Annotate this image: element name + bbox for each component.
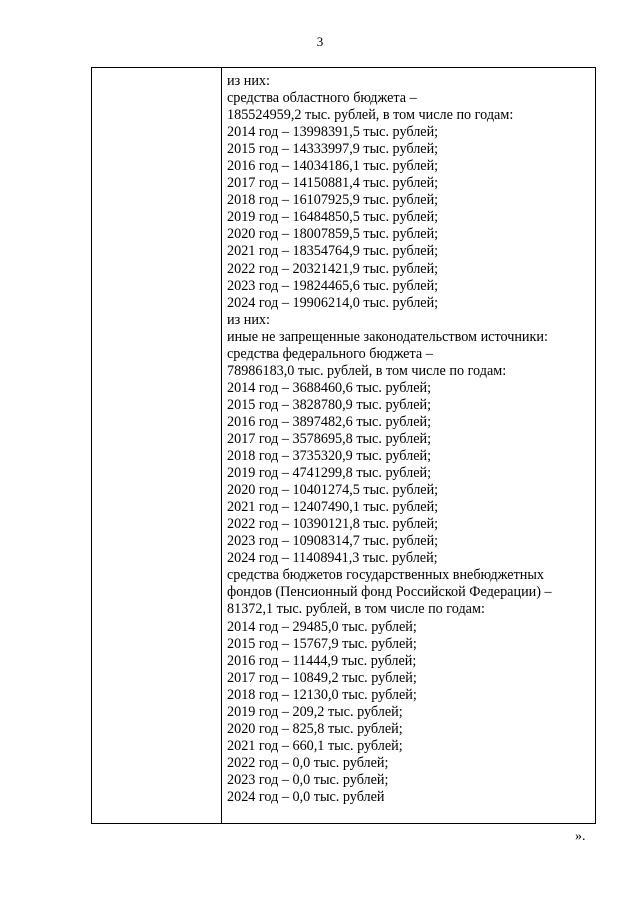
text-line: 2014 год – 29485,0 тыс. рублей;	[227, 618, 417, 635]
text-line: 2022 год – 0,0 тыс. рублей;	[227, 754, 389, 771]
text-line: 2022 год – 20321421,9 тыс. рублей;	[227, 260, 439, 277]
text-line: 2024 год – 19906214,0 тыс. рублей;	[227, 294, 439, 311]
text-line: 2015 год – 15767,9 тыс. рублей;	[227, 635, 417, 652]
text-line: 2017 год – 3578695,8 тыс. рублей;	[227, 430, 432, 447]
text-line: из них:	[227, 73, 270, 89]
text-line: 2022 год – 10390121,8 тыс. рублей;	[227, 516, 439, 533]
text-line: 2018 год – 3735320,9 тыс. рублей;	[227, 448, 432, 465]
text-line: 2021 год – 12407490,1 тыс. рублей;	[227, 499, 439, 516]
text-line: средства бюджетов государственных внебюджетных	[227, 567, 544, 584]
text-line: 2019 год – 209,2 тыс. рублей;	[227, 703, 403, 720]
text-line: 2023 год – 19824465,6 тыс. рублей;	[227, 277, 439, 294]
text-line: фондов (Пенсионный фонд Российской Федерации) –	[227, 584, 552, 601]
text-line: 2020 год – 825,8 тыс. рублей;	[227, 720, 403, 737]
text-line: 2020 год – 18007859,5 тыс. рублей;	[227, 226, 439, 243]
text-line: 2014 год – 3688460,6 тыс. рублей;	[227, 379, 432, 396]
text-line: средства областного бюджета –	[227, 90, 417, 107]
text-line: 2020 год – 10401274,5 тыс. рублей;	[227, 482, 439, 499]
text-line: 78986183,0 тыс. рублей, в том числе по годам:	[227, 362, 507, 379]
text-line: из них:	[227, 311, 270, 328]
text-line: 2016 год – 3897482,6 тыс. рублей;	[227, 413, 432, 430]
text-line: иные не запрещенные законодательством источники:	[227, 328, 548, 345]
text-line: 2016 год – 14034186,1 тыс. рублей;	[227, 158, 439, 175]
text-line: 2018 год – 12130,0 тыс. рублей;	[227, 686, 417, 703]
funding-table	[91, 67, 596, 824]
text-line: 185524959,2 тыс. рублей, в том числе по годам:	[227, 107, 514, 124]
text-line: 2021 год – 18354764,9 тыс. рублей;	[227, 243, 439, 260]
text-line: 2023 год – 0,0 тыс. рублей;	[227, 771, 389, 788]
text-line: 2024 год – 11408941,3 тыс. рублей;	[227, 550, 438, 567]
closing-quote-mark: ».	[575, 829, 586, 844]
text-line: 2016 год – 11444,9 тыс. рублей;	[227, 652, 417, 669]
text-line: 2021 год – 660,1 тыс. рублей;	[227, 737, 403, 754]
text-line: 81372,1 тыс. рублей, в том числе по годам:	[227, 601, 485, 618]
text-line: 2015 год – 14333997,9 тыс. рублей;	[227, 141, 439, 158]
text-line: 2019 год – 4741299,8 тыс. рублей;	[227, 465, 432, 482]
text-line: 2014 год – 13998391,5 тыс. рублей;	[227, 124, 439, 141]
text-line: 2024 год – 0,0 тыс. рублей	[227, 788, 385, 805]
text-line: 2023 год – 10908314,7 тыс. рублей;	[227, 533, 439, 550]
text-line: 2015 год – 3828780,9 тыс. рублей;	[227, 396, 432, 413]
text-line: 2017 год – 10849,2 тыс. рублей;	[227, 669, 417, 686]
text-line: средства федерального бюджета –	[227, 345, 433, 362]
text-line: 2019 год – 16484850,5 тыс. рублей;	[227, 209, 439, 226]
text-line: 2017 год – 14150881,4 тыс. рублей;	[227, 175, 439, 192]
text-line: 2018 год – 16107925,9 тыс. рублей;	[227, 192, 439, 209]
table-right-cell	[222, 68, 595, 823]
page-number: 3	[316, 34, 324, 49]
table-left-cell	[92, 68, 222, 823]
